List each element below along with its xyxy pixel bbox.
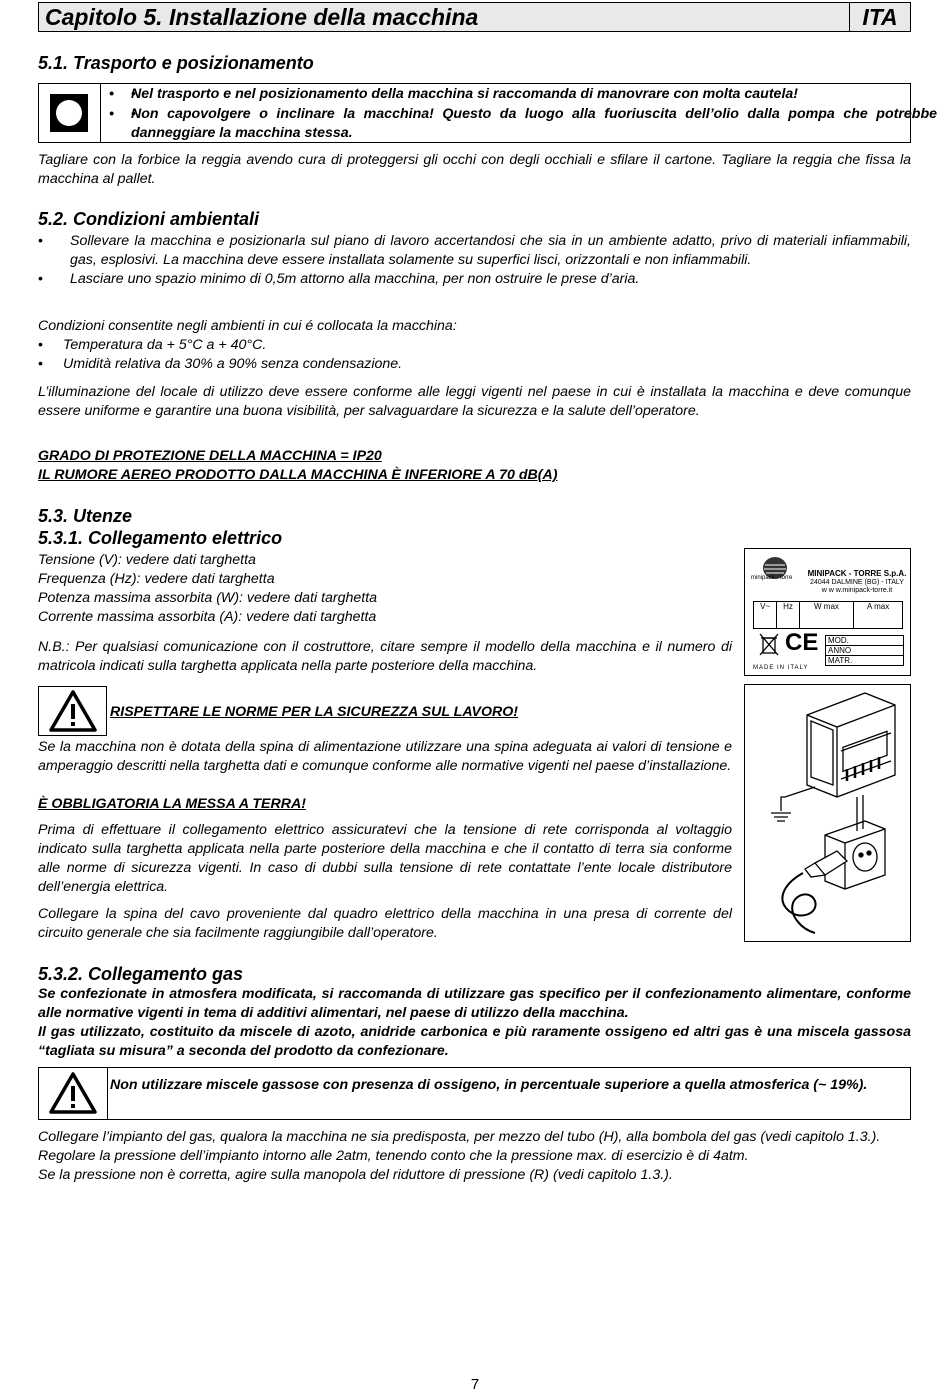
safety-rule: RISPETTARE LE NORME PER LA SICUREZZA SUL LAVORO! — [110, 704, 519, 720]
conditions-intro: Condizioni consentite negli ambienti in cui é collocata la macchina: — [38, 318, 457, 334]
plate-col-a: A max — [854, 602, 903, 629]
plug-text: Se la macchina non è dotata della spina di alimentazione utilizzare una spina adeguata ai valori di tensione e amperaggio descritti nella targhetta dati e comunque conforme alle normative vigenti nel paese d’installazione. — [38, 739, 732, 774]
electrical-panel-socket-illustration — [745, 685, 910, 941]
warning-icon-cell — [39, 84, 101, 142]
list-item: • Sollevare la macchina e posizionarla sul piano di lavoro accertandosi che sia in un ambiente adatto, privo di materiali infiammabili, gas, esplosivi. La macchina deve essere installata solamente su superfici lisci, orizzontali e non infiammabili. — [38, 233, 911, 268]
gas-instruction-connect: Collegare l’impianto del gas, qualora la macchina ne sia predisposta, per mezzo del tubo (H), alla bombola del gas (vedi capitolo 1.3.). — [38, 1129, 881, 1145]
lighting-text: L’illuminazione del locale di utilizzo deve essere conforme alle leggi vigenti nel paese in cui è installata la macchina e deve comunque essere uniforme e garantire una buona visibilità, per salvaguardare la sicurezza e la salute dell’operatore. — [38, 384, 911, 419]
plate-logo-text: minipack - torre — [751, 575, 793, 581]
environment-bullets — [38, 232, 911, 289]
list-item: • Lasciare uno spazio minimo di 0,5m attorno alla macchina, per non ostruire le prese d’aria. — [38, 271, 640, 287]
gas-instruction-pressure: Regolare la pressione dell’impianto intorno alle 2atm, tenendo conto che la pressione max. di esercizio è di 4atm. — [38, 1148, 749, 1164]
spec-frequency: Frequenza (Hz): vedere dati targhetta — [38, 571, 275, 587]
plate-address: 24044 DALMINE (BG) - ITALY — [810, 579, 904, 586]
gas-recommendation: Se confezionate in atmosfera modificata, si raccomanda di utilizzare gas specifico per il confezionamento alimentare, conforme alle normative vigenti in tema di additivi alimentari, nel paese di utilizzo della macchina. — [38, 986, 911, 1021]
plate-field-matr: MATR. — [828, 656, 853, 665]
section-5-2-title: 5.2. Condizioni ambientali — [38, 209, 260, 229]
spec-power: Potenza massima assorbita (W): vedere dati targhetta — [38, 590, 378, 606]
transport-warning-list — [109, 85, 937, 144]
gas-instructions — [38, 1128, 911, 1185]
spec-current: Corrente massima assorbita (A): vedere dati targhetta — [38, 609, 377, 625]
list-item: • • Nel trasporto e nel posizionamento della macchina si raccomanda di manovrare con molta cautela! — [131, 85, 937, 105]
section-5-3-1-title: 5.3.1. Collegamento elettrico — [38, 528, 283, 548]
page-number: 7 — [470, 1376, 480, 1393]
transport-warning-box — [38, 83, 937, 143]
warning-triangle-icon — [48, 1071, 98, 1115]
stop-warning-icon — [49, 93, 89, 133]
ground-mandatory: È OBBLIGATORIA LA MESSA A TERRA! — [38, 796, 306, 812]
plate-col-hz: Hz — [777, 602, 800, 629]
gas-warning-icon-cell — [39, 1068, 108, 1119]
plate-fields — [825, 635, 904, 666]
connect-text: Collegare la spina del cavo proveniente dal quadro elettrico della macchina in una presa di corrente del circuito generale che sia facilmente raggiungibile dall’operatore. — [38, 906, 732, 941]
plate-web: w w w.minipack-torre.it — [821, 587, 893, 594]
plate-company: MINIPACK - TORRE S.p.A. — [807, 569, 907, 578]
plate-field-anno: ANNO — [826, 646, 903, 656]
plate-ratings-table — [753, 601, 903, 629]
nb-note: N.B.: Per qualsiasi comunicazione con il costruttore, citare sempre il modello della macchina e il numero di matricola indicati sulla targhetta applicata nella parte posteriore della macchina. — [38, 639, 732, 674]
gas-composition: Il gas utilizzato, costituito da miscele di azoto, anidride carbonica e più raramente ossigeno ed altri gas è una miscela gassosa “tagliata su misura” a seconda del prodotto da confezionare. — [38, 1024, 911, 1059]
voltage-check-text: Prima di effettuare il collegamento elettrico assicuratevi che la tensione di rete corrisponda al voltaggio indicato sulla targhetta applicata nella parte posteriore della macchina e che il contatto di terra sia conforme alle norme di sicurezza vigenti. In caso di dubbi sulla tensione di rete contattate l’ente locale distributore dell’energia elettrica. — [38, 822, 732, 895]
chapter-title: Capitolo 5. Installazione della macchina — [45, 4, 479, 30]
safety-icon-box — [38, 686, 107, 736]
electrical-connection-figure — [744, 684, 911, 942]
list-item: • Umidità relativa da 30% a 90% senza condensazione. — [38, 356, 403, 372]
gas-warning-box — [38, 1067, 911, 1120]
electrical-specs — [38, 551, 728, 627]
plate-col-w: W max — [799, 602, 853, 629]
rating-plate — [744, 548, 911, 676]
warning-triangle-icon — [48, 689, 98, 733]
chapter-header — [38, 2, 911, 32]
gas-oxygen-warning: Non utilizzare miscele gassose con presenza di ossigeno, in percentuale superiore a quella atmosferica (~ 19%). — [110, 1077, 868, 1093]
weee-bin-icon — [759, 633, 779, 657]
list-item: • Temperatura da + 5°C a + 40°C. — [38, 337, 267, 353]
spec-voltage: Tensione (V): vedere dati targhetta — [38, 552, 256, 568]
protection-grade: GRADO DI PROTEZIONE DELLA MACCHINA = IP20 — [38, 448, 382, 464]
plate-field-mod: MOD. — [826, 636, 903, 646]
ce-mark-icon: CE — [785, 629, 819, 656]
transport-text: Tagliare con la forbice la reggia avendo cura di proteggersi gli occhi con degli occhiali e sfilare il cartone. Tagliare la reggia che fissa la macchina al pallet. — [38, 152, 911, 187]
noise-level: IL RUMORE AEREO PRODOTTO DALLA MACCHINA È INFERIORE A 70 dB(A) — [38, 467, 558, 483]
list-item: • • Non capovolgere o inclinare la macchina! Questo da luogo alla fuoriuscita dell’olio dalla pompa che potrebbe danneggiare la macchina stessa. — [131, 105, 937, 144]
conditions-list — [38, 336, 911, 374]
section-5-1-title: 5.1. Trasporto e posizionamento — [38, 53, 314, 73]
section-5-3-title: 5.3. Utenze — [38, 506, 133, 526]
section-5-3-2-title: 5.3.2. Collegamento gas — [38, 964, 244, 984]
language-code: ITA — [849, 3, 910, 31]
plate-col-v: V~ — [754, 602, 777, 629]
gas-instruction-reducer: Se la pressione non è corretta, agire sulla manopola del riduttore di pressione (R) (vedi capitolo 1.3.). — [38, 1167, 673, 1183]
plate-made-in: MADE IN ITALY — [753, 665, 809, 671]
